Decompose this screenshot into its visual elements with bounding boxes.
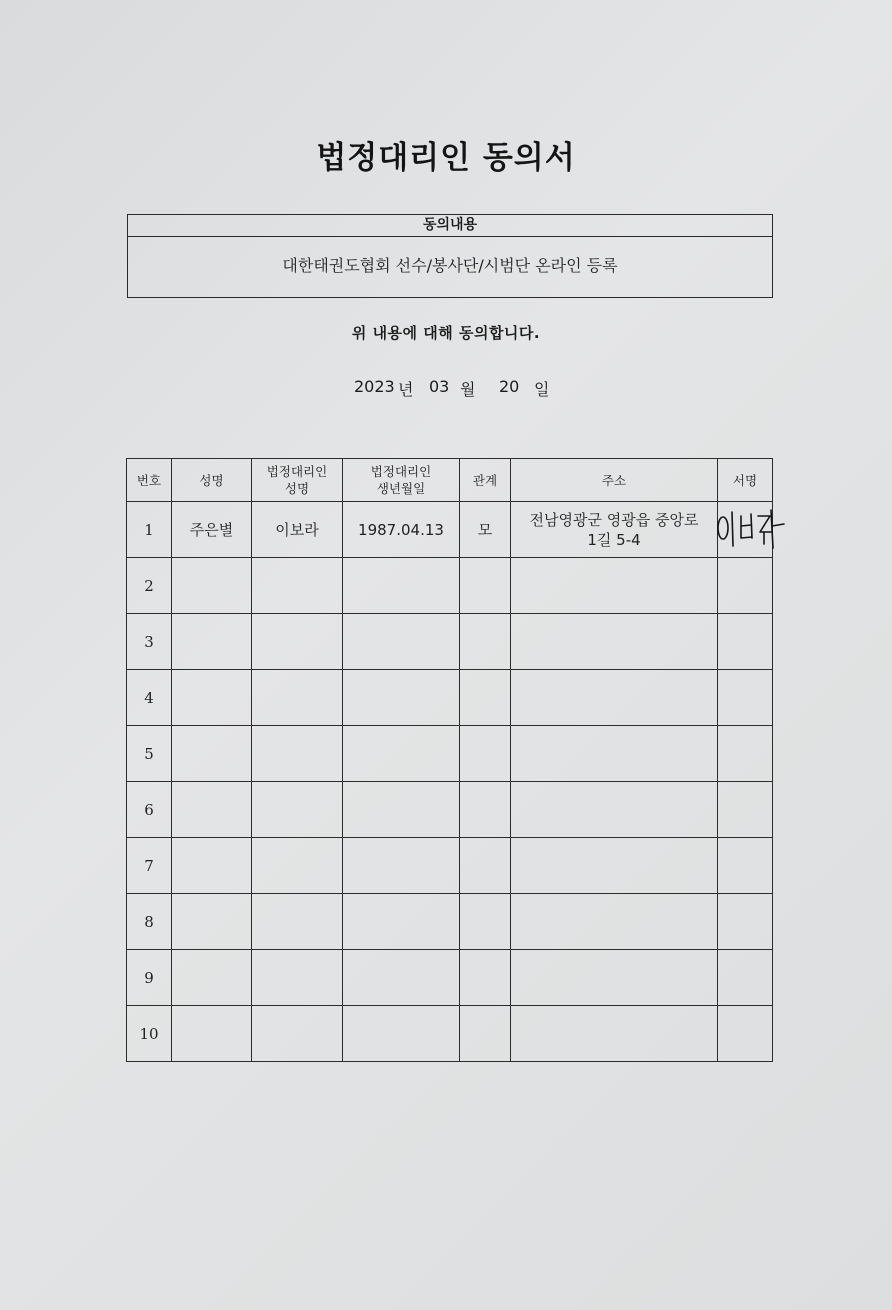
consent-content: 대한태권도협회 선수/봉사단/시범단 온라인 등록 xyxy=(282,256,618,275)
table-row xyxy=(127,782,773,838)
row-guardian-birth xyxy=(343,894,460,950)
row-address xyxy=(511,558,718,614)
header-number: 번호 xyxy=(127,459,172,502)
row-guardian-name xyxy=(252,950,343,1006)
row-address xyxy=(511,726,718,782)
row-guardian-birth xyxy=(343,950,460,1006)
header-guardian-birth-line1: 법정대리인 xyxy=(370,464,432,479)
row-address xyxy=(511,894,718,950)
row-signature xyxy=(718,838,773,894)
row-guardian-birth: 1987.04.13 xyxy=(343,502,460,558)
table-row xyxy=(127,1006,773,1062)
row-guardian-birth xyxy=(343,1006,460,1062)
row-guardian-name xyxy=(252,1006,343,1062)
guardian-table xyxy=(126,458,773,1062)
row-guardian-name xyxy=(252,782,343,838)
header-relation: 관계 xyxy=(460,459,511,502)
row-address xyxy=(511,614,718,670)
header-guardian-name xyxy=(252,459,343,502)
row-number: 6 xyxy=(127,782,172,838)
row-guardian-birth xyxy=(343,838,460,894)
row-address xyxy=(511,670,718,726)
row-address-line1: 전남영광군 영광읍 중앙로 xyxy=(529,510,699,529)
row-guardian-name xyxy=(252,894,343,950)
row-guardian-birth xyxy=(343,558,460,614)
row-signature xyxy=(718,670,773,726)
date-year-unit: 년 xyxy=(398,380,414,399)
row-name xyxy=(172,558,252,614)
header-guardian-name-line1: 법정대리인 xyxy=(266,464,328,479)
row-name: 주은별 xyxy=(172,502,252,558)
row-guardian-name xyxy=(252,614,343,670)
header-name: 성명 xyxy=(172,459,252,502)
date-year: 2023 xyxy=(354,377,395,396)
row-relation xyxy=(460,950,511,1006)
row-address xyxy=(511,950,718,1006)
handwritten-signature xyxy=(714,504,786,550)
table-row xyxy=(127,894,773,950)
table-row xyxy=(127,558,773,614)
row-number: 3 xyxy=(127,614,172,670)
header-guardian-birth xyxy=(343,459,460,502)
row-name xyxy=(172,614,252,670)
table-row xyxy=(127,726,773,782)
date-month: 03 xyxy=(429,377,450,396)
table-row xyxy=(127,838,773,894)
row-signature xyxy=(718,614,773,670)
row-guardian-name xyxy=(252,838,343,894)
row-relation xyxy=(460,782,511,838)
row-number: 5 xyxy=(127,726,172,782)
row-number: 10 xyxy=(127,1006,172,1062)
row-signature xyxy=(718,726,773,782)
row-guardian-birth xyxy=(343,614,460,670)
header-address: 주소 xyxy=(511,459,718,502)
row-number: 7 xyxy=(127,838,172,894)
table-row xyxy=(127,670,773,726)
row-signature xyxy=(718,894,773,950)
table-header-row xyxy=(127,459,773,502)
row-signature xyxy=(718,558,773,614)
row-guardian-name xyxy=(252,558,343,614)
row-address xyxy=(511,1006,718,1062)
row-relation xyxy=(460,894,511,950)
row-relation xyxy=(460,838,511,894)
row-name xyxy=(172,950,252,1006)
date-day-unit: 일 xyxy=(534,380,550,399)
row-signature xyxy=(718,502,773,558)
row-number: 4 xyxy=(127,670,172,726)
row-relation: 모 xyxy=(460,502,511,558)
table-row xyxy=(127,614,773,670)
header-signature: 서명 xyxy=(718,459,773,502)
row-signature xyxy=(718,1006,773,1062)
row-guardian-name: 이보라 xyxy=(252,502,343,558)
row-name xyxy=(172,782,252,838)
row-number: 2 xyxy=(127,558,172,614)
row-number: 1 xyxy=(127,502,172,558)
row-name xyxy=(172,726,252,782)
row-relation xyxy=(460,670,511,726)
row-address xyxy=(511,838,718,894)
consent-header: 동의내용 xyxy=(128,215,772,237)
row-signature xyxy=(718,950,773,1006)
date-day: 20 xyxy=(499,377,520,396)
agreement-statement: 위 내용에 대해 동의합니다. xyxy=(351,324,541,342)
row-address xyxy=(511,502,718,558)
date-month-unit: 월 xyxy=(460,380,476,399)
row-name xyxy=(172,894,252,950)
header-guardian-birth-line2: 생년월일 xyxy=(376,481,426,496)
table-row xyxy=(127,950,773,1006)
row-guardian-name xyxy=(252,670,343,726)
row-guardian-birth xyxy=(343,726,460,782)
row-number: 9 xyxy=(127,950,172,1006)
row-signature xyxy=(718,782,773,838)
row-address-line2: 1길 5-4 xyxy=(587,530,641,549)
row-relation xyxy=(460,558,511,614)
row-guardian-birth xyxy=(343,670,460,726)
row-relation xyxy=(460,614,511,670)
row-address xyxy=(511,782,718,838)
row-guardian-name xyxy=(252,726,343,782)
table-row xyxy=(127,502,773,558)
consent-content-box xyxy=(127,214,773,298)
page-title: 법정대리인 동의서 xyxy=(316,140,576,176)
row-guardian-birth xyxy=(343,782,460,838)
row-name xyxy=(172,670,252,726)
row-name xyxy=(172,1006,252,1062)
row-number: 8 xyxy=(127,894,172,950)
header-guardian-name-line2: 성명 xyxy=(284,481,310,496)
row-relation xyxy=(460,726,511,782)
row-relation xyxy=(460,1006,511,1062)
row-name xyxy=(172,838,252,894)
